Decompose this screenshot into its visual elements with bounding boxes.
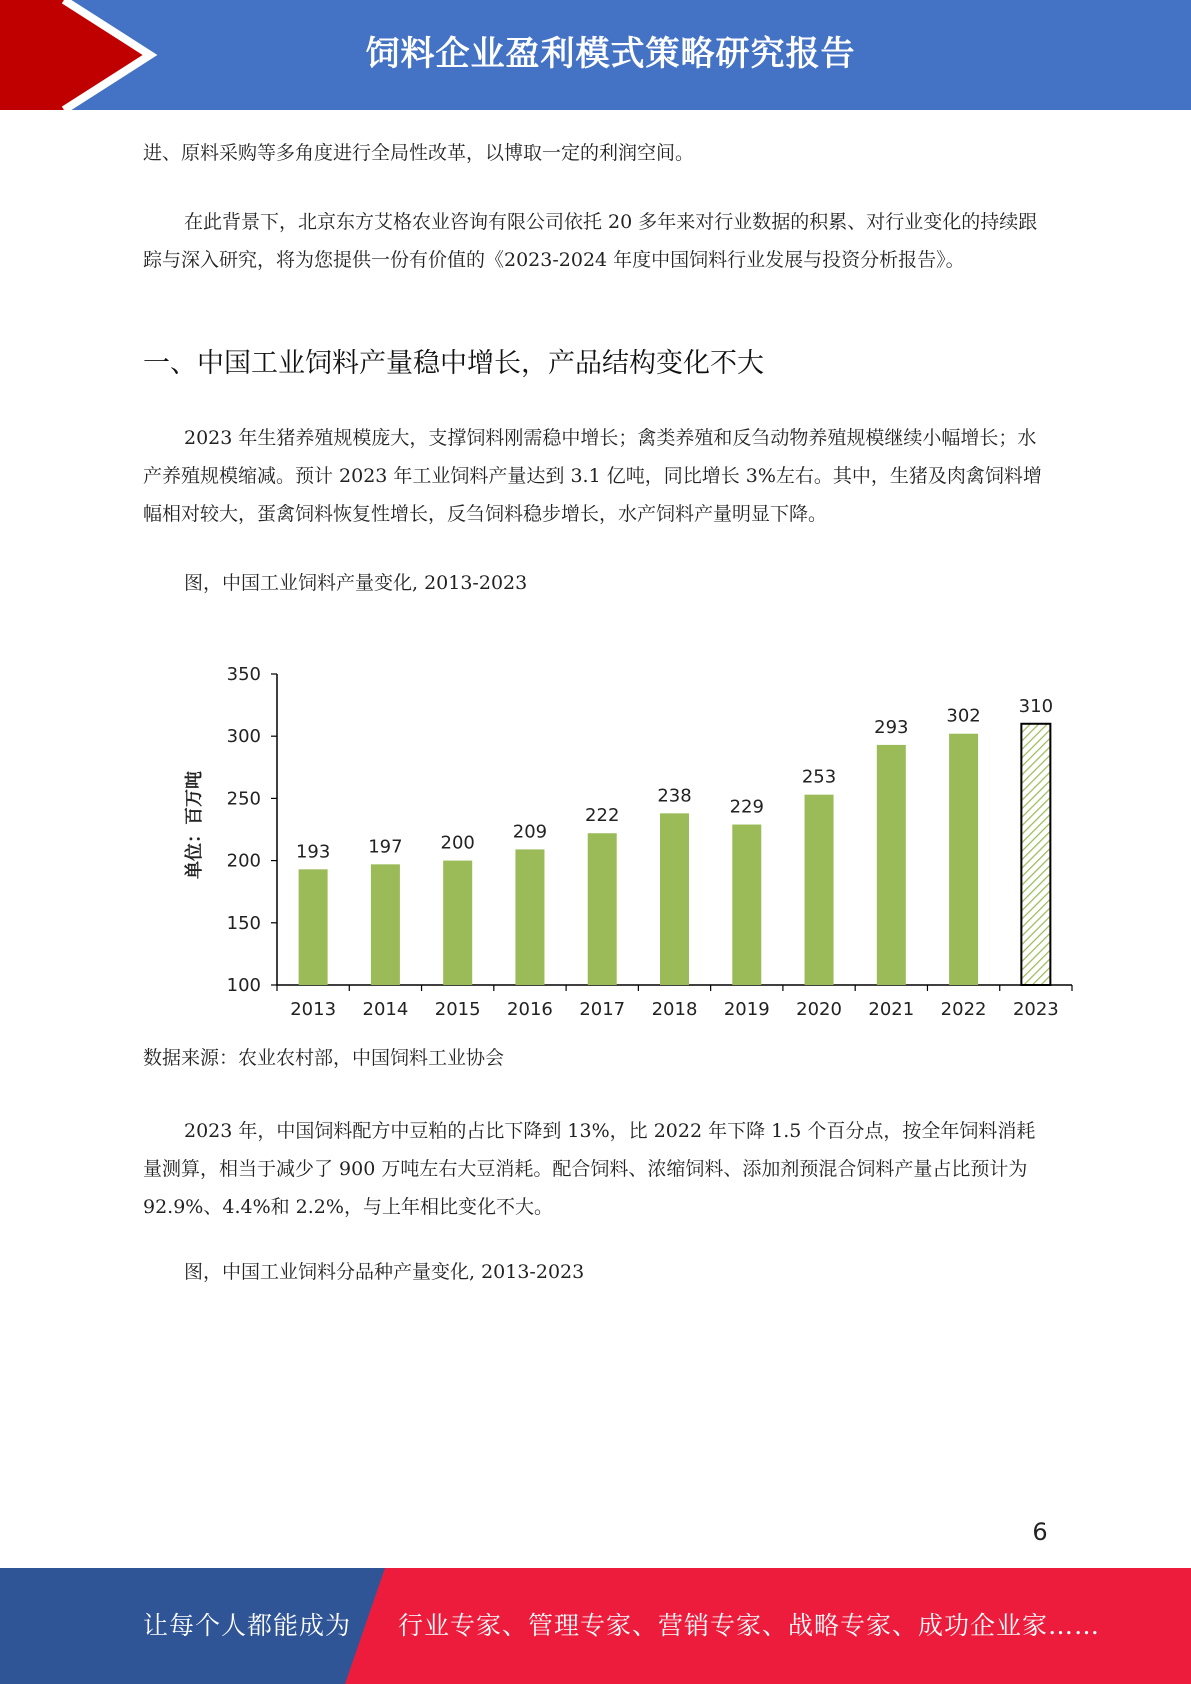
chart-data-label-2019: 229 — [729, 796, 764, 818]
chart-x-tick-label-2016: 2016 — [507, 999, 553, 1020]
chart1-caption: 图，中国工业饲料产量变化, 2013-2023 — [184, 572, 528, 594]
chart-data-label-2022: 302 — [946, 705, 981, 727]
section-heading: 一、中国工业饲料产量稳中增长，产品结构变化不大 — [143, 348, 764, 379]
chart-x-tick-label-2018: 2018 — [651, 999, 698, 1020]
chart-bar-2019 — [732, 825, 761, 985]
header-title: 饲料企业盈利模式策略研究报告 — [365, 34, 856, 74]
page-footer — [0, 1568, 1191, 1684]
chart-data-label-2023: 310 — [1018, 695, 1054, 717]
chart-data-label-2020: 253 — [801, 766, 837, 788]
chart-bar-2017 — [588, 833, 617, 985]
chart-y-tick-label: 250 — [226, 788, 261, 810]
paragraph-4: 2023 年，中国饲料配方中豆粕的占比下降到 13%，比 2022 年下降 1.5 个百分点，按全年饲料消耗量测算，相当于减少了 900 万吨左右大豆消耗。配合饲料、浓缩饲料、添加剂预混合饲料产量占比预计为 92.9%、4.4%和 2.2%，与上年相比变化不大。 — [143, 1120, 1036, 1218]
chart-data-label-2021: 293 — [874, 716, 909, 738]
chart-bar-2018 — [660, 813, 689, 985]
chart-y-tick-label: 150 — [226, 912, 261, 934]
chart-bar-2020 — [805, 795, 834, 985]
chart-bar-2013 — [299, 869, 328, 985]
chart-bar-2023 — [1021, 724, 1050, 985]
chart-data-label-2013: 193 — [295, 841, 331, 863]
chart-axes — [227, 664, 1072, 996]
chart-bar-2014 — [371, 864, 400, 985]
paragraph-2: 在此背景下，北京东方艾格农业咨询有限公司依托 20 多年来对行业数据的积累、对行业变化的持续跟踪与深入研究，将为您提供一份有价值的《2023-2024 年度中国饲料行业发展与投资分析报告》。 — [143, 211, 1038, 271]
feed-production-bar-chart — [170, 650, 1090, 1030]
chart-x-tick-label-2013: 2013 — [290, 999, 337, 1020]
chart-y-tick-label: 350 — [226, 664, 261, 685]
footer-slogan-left: 让每个人都能成为 — [143, 1611, 352, 1640]
chart-x-tick-label-2023: 2023 — [1012, 999, 1059, 1020]
chart-bar-2015 — [443, 861, 472, 985]
page-number: 6 — [1032, 1518, 1048, 1546]
chart-x-tick-label-2019: 2019 — [723, 999, 770, 1020]
chart-bars — [299, 724, 1051, 985]
chart-x-tick-label-2015: 2015 — [434, 999, 481, 1020]
chart-x-tick-label-2020: 2020 — [796, 999, 842, 1020]
chart-x-tick-label-2017: 2017 — [579, 999, 626, 1020]
chart-data-label-2014: 197 — [368, 836, 403, 858]
chart-data-label-2016: 209 — [512, 821, 548, 843]
chart2-caption: 图，中国工业饲料分品种产量变化, 2013-2023 — [184, 1261, 585, 1283]
paragraph-1: 进、原料采购等多角度进行全局性改革，以博取一定的利润空间。 — [143, 142, 695, 164]
chart-y-tick-label: 200 — [226, 850, 261, 872]
chart-data-label-2017: 222 — [585, 805, 620, 827]
chart-x-tick-label-2022: 2022 — [940, 999, 987, 1020]
data-source-note: 数据来源：农业农村部，中国饲料工业协会 — [143, 1047, 505, 1069]
chart-bar-2016 — [515, 849, 544, 985]
chart-x-tick-label-2021: 2021 — [868, 999, 915, 1020]
chart-data-label-2015: 200 — [440, 832, 475, 854]
paragraph-3: 2023 年生猪养殖规模庞大，支撑饲料刚需稳中增长；禽类养殖和反刍动物养殖规模继续小幅增长；水产养殖规模缩减。预计 2023 年工业饲料产量达到 3.1 亿吨，同比增长 3%左右。其中，生猪及肉禽饲料增幅相对较大，蛋禽饲料恢复性增长，反刍饲料稳步增长，水产饲料产量明显下降。 — [143, 427, 1042, 525]
chart-bar-2021 — [877, 745, 906, 985]
chart-y-tick-label: 100 — [226, 975, 261, 996]
chart-bar-2022 — [949, 734, 978, 985]
page-header — [0, 0, 1191, 110]
chart-y-tick-label: 300 — [226, 726, 261, 748]
chart-data-label-2018: 238 — [657, 785, 692, 807]
footer-slogan-right: 行业专家、管理专家、营销专家、战略专家、成功企业家…… — [398, 1611, 1101, 1640]
chart-y-axis-label: 单位：百万吨 — [184, 771, 205, 879]
chart-x-tick-label-2014: 2014 — [362, 999, 409, 1020]
